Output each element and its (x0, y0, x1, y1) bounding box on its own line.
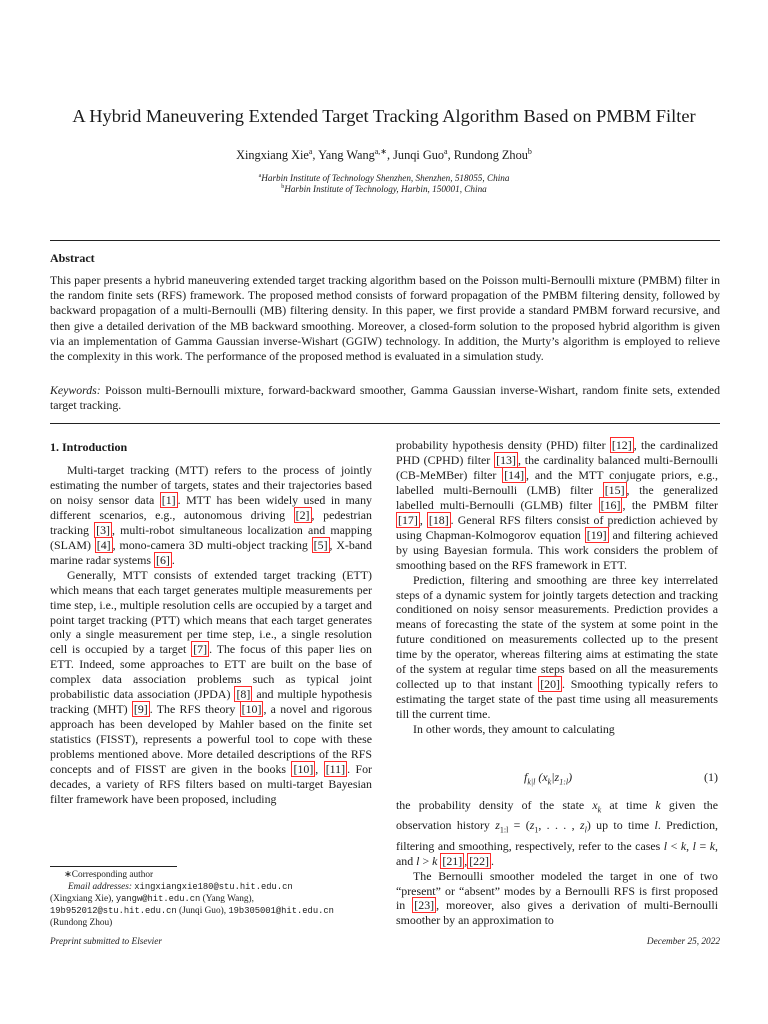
keywords-label: Keywords: (50, 383, 101, 397)
keywords-text: Poisson multi-Bernoulli mixture, forward-backward smoother, Gamma Gaussian inverse-Wishart, random finite sets, extended target tracking. (50, 383, 720, 413)
footnote: ∗Corresponding author Email addresses: xingxiangxie180@stu.hit.edu.cn (Xingxiang Xie), yangw@hit.edu.cn (Yang Wang), 19b952012@stu.hit.edu.cn (Junqi Guo), 19b305001@hit.edu.cn (Rundong Zhou) (50, 869, 372, 929)
email-link[interactable]: yangw@hit.edu.cn (115, 894, 201, 904)
citation-link[interactable]: [14] (504, 467, 525, 482)
email-link[interactable]: 19b952012@stu.hit.edu.cn (50, 906, 177, 916)
abstract-heading: Abstract (50, 251, 95, 265)
footnote-corresponding: ∗Corresponding author (64, 870, 154, 880)
citation-link[interactable]: [22] (469, 853, 489, 868)
citation-link[interactable]: [2] (295, 507, 310, 522)
keywords (50, 383, 720, 413)
author-name: Rundong Zhou (453, 148, 528, 162)
abstract-top-rule (50, 240, 720, 241)
citation-link[interactable]: [13] (496, 452, 516, 467)
author-sup: a,∗ (374, 146, 387, 156)
equation-body: $f_{k|l}$ $(x_k|z_{1:l})$ (524, 770, 573, 787)
left-column (50, 463, 372, 807)
citation-link[interactable]: [10] (293, 762, 314, 777)
date: December 25, 2022 (646, 937, 720, 947)
citation-link[interactable]: [19] (586, 527, 607, 542)
citation-link[interactable]: [11] (325, 762, 346, 777)
citation-link[interactable]: [12] (611, 438, 632, 452)
footnote-rule (50, 866, 177, 867)
email-link[interactable]: xingxiangxie180@stu.hit.edu.cn (134, 882, 293, 892)
author-name: Junqi Guo (393, 148, 445, 162)
paragraph: In other words, they amount to calculating (413, 722, 615, 737)
abstract-text: This paper presents a hybrid maneuvering extended target tracking algorithm based on the Poisson multi-Bernoulli mixture (PMBM) filter in the random finite sets (RFS) framework. The proposed method consists of forward propagation of the PMBM filtering density, followed by backward propagation of a multi-Bernoulli (MB) filtering density. In this paper, we first provide a standard PMBM forward recursive, and then give a detailed derivation of the MB backward smoothing. Moreover, a closed-form solution to the proposed hybrid algorithm is given via an implementation of Gamma Gaussian inverse-Wishart (GGIW) technology. In addition, the Murty’s algorithm is employed to relieve the complexity in this work. The performance of the proposed method is evaluated in a simulation study. (50, 273, 720, 364)
citation-link[interactable]: [8] (236, 687, 251, 702)
abstract-bottom-rule (50, 423, 720, 424)
paragraph: Multi-target tracking (MTT) refers to the process of jointly estimating the number of targets, states and their trajectories based on noisy sensor data [1] . MTT has been widely used in many different scenarios, e.g., autonomous driving [2] , pedestrian tracking [3] , multi-robot simultaneous localization and mapping (SLAM) [4] , mono-camera 3D multi-object tracking [5] , X-band marine radar systems [6] . (50, 463, 373, 567)
right-column (396, 438, 718, 737)
affiliation-line: $^b$Harbin Institute of Technology, Harbin, 150001, China (281, 183, 487, 194)
citation-link[interactable]: [6] (156, 552, 170, 567)
author-name: Yang Wang (318, 148, 375, 162)
citation-link[interactable]: [17] (398, 512, 418, 527)
email-link[interactable]: 19b305001@hit.edu.cn (228, 906, 334, 916)
citation-link[interactable]: [23] (414, 898, 435, 913)
author-sup: a (444, 146, 448, 156)
citation-link[interactable]: [15] (604, 482, 625, 497)
citation-link[interactable]: [21] (442, 853, 463, 868)
citation-link[interactable]: [9] (133, 702, 148, 717)
paragraph: probability hypothesis density (PHD) filter [12] , the cardinalized PHD (CPHD) filter [13] , the cardinality balanced multi-Bernoulli (CB-MeMBer) filter [14] , and the MTT conjugate priors, e.g., labelled multi-Bernoulli (LMB) filter [15] , the generalized labelled multi-Bernoulli (GLMB) filter [16] , the PMBM filter [17] , [18] . General RFS filters consist of prediction achieved by using Chapman-Kolmogorov equation [19] and filtering achieved by using Bayesian formula. This work considers the problem of smoothing based on the RFS framework in ETT. (396, 438, 719, 572)
right-column-continued (396, 798, 718, 928)
citation-link[interactable]: [4] (96, 537, 111, 552)
author-list: Xingxiang Xie$^a$, Yang Wang$^{a,∗}$, Junqi Guo$^a$, Rundong Zhou$^b$ (236, 146, 532, 162)
citation-link[interactable]: [18] (428, 512, 449, 527)
equation-number: (1) (704, 770, 718, 784)
affiliations (0, 173, 768, 195)
section-heading: 1. Introduction (50, 440, 128, 454)
author-sup: a (308, 146, 313, 156)
citation-link[interactable]: [7] (193, 642, 208, 657)
equation-1 (396, 770, 718, 790)
citation-link[interactable]: [5] (313, 537, 328, 552)
paragraph: The Bernoulli smoother modeled the target in one of two “present” or “absent” modes by a Bernoulli RFS is first proposed in [23] , moreover, also gives a derivation of multi-Bernoulli smoother by an approximation to (396, 868, 718, 928)
affiliation-line: $^a$Harbin Institute of Technology Shenzhen, Shenzhen, 518055, China (258, 172, 510, 183)
citation-link[interactable]: [20] (540, 677, 561, 692)
citation-link[interactable]: [10] (241, 702, 262, 717)
paragraph: Generally, MTT consists of extended target tracking (ETT) which means that each target generates multiple measurements per time step, i.e., multiple resolution cells are occupied by a target and point target tracking (PTT) which means that each target generates only a single measurement per time step, i.e., a single resolution cell is occupied by a target [7] . The focus of this paper lies on ETT. Indeed, some approaches to ETT are built on the base of complex data association problems such as typical joint probabilistic data association (JPDA) [8] and multiple hypothesis tracking (MHT) [9] . The RFS theory [10] , a novel and rigorous approach has been developed by Mahler based on the finite set statistics (FISST), represents a powerful tool to cope with these problems mentioned above. More detailed descriptions of the RFS concepts and of FISST are given in the books [10] , [11] . For decades, a variety of RFS filters based on multi-target Bayesian filter framework have been proposed, including (50, 567, 373, 806)
paragraph: the probability density of the state $x_k$ at time k given the observation history $z_{1:l} = (z_1$, . . . , $z_l$) up to time l. Prediction, filtering and smoothing, respectively, refer to the cases l < k, l = k, and l > k [21] , [22] . (396, 798, 718, 868)
citation-link[interactable]: [3] (96, 522, 111, 537)
citation-link[interactable]: [16] (600, 497, 621, 512)
citation-link[interactable]: [1] (161, 492, 176, 507)
paragraph: Prediction, filtering and smoothing are three key interrelated steps of a dynamic system for jointly targets detection and tracking conditioned on noisy sensor measurements. Prediction provides a means of forecasting the state of the system at some point in the future conditioned on measurements collected up to the present time by the operator, whereas filtering aims at estimating the state of the system at regular time steps based on all the measurements collected up to that instant [20] . Smoothing typically refers to estimating the target state of the past time using all measurements till the current time. (396, 572, 718, 722)
author-sup: b (527, 146, 532, 156)
author-name: Xingxiang Xie (236, 148, 309, 162)
footnote-email-label: Email addresses: (68, 882, 132, 892)
paper-title: A Hybrid Maneuvering Extended Target Tracking Algorithm Based on PMBM Filter (72, 106, 696, 126)
preprint-note: Preprint submitted to Elsevier (50, 937, 162, 947)
